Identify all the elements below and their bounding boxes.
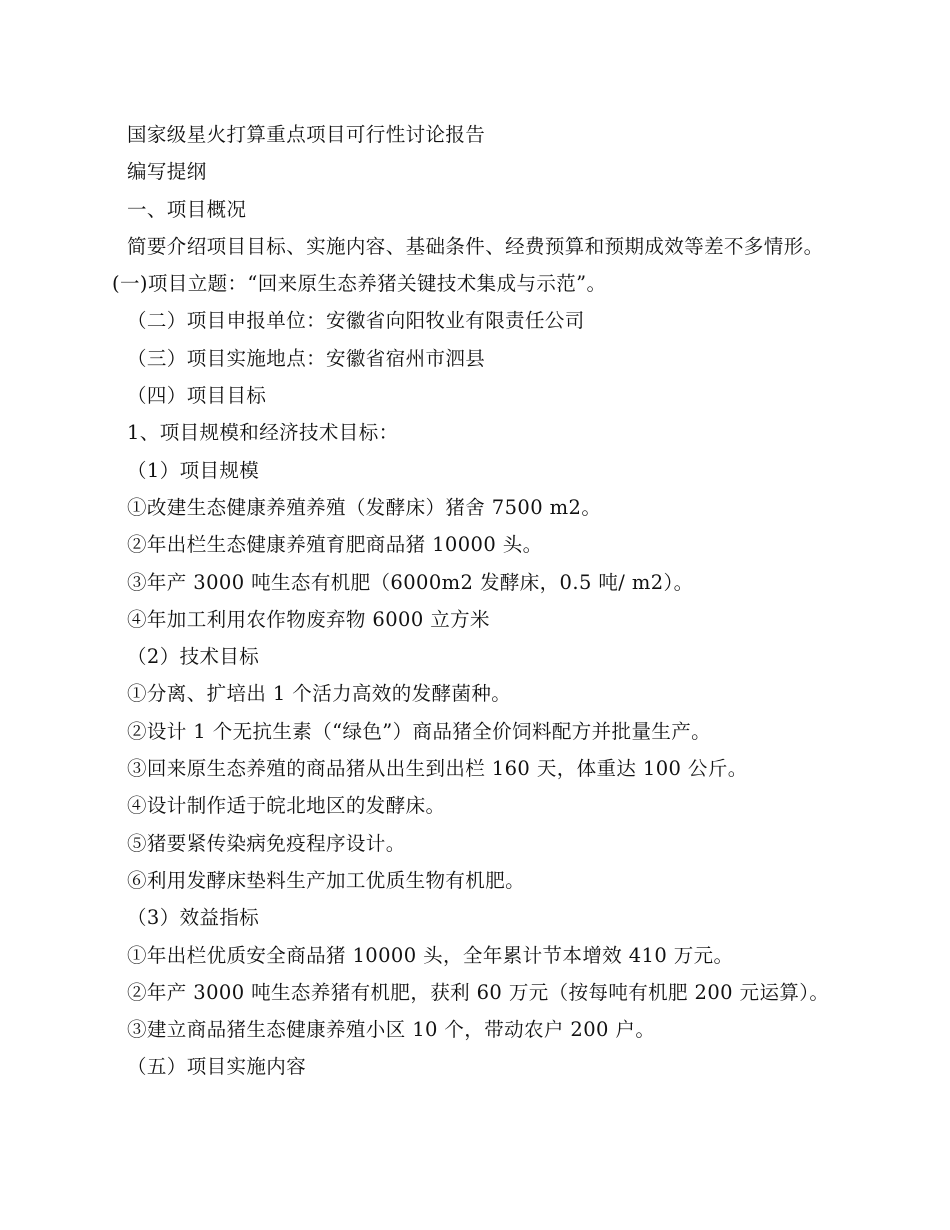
subsection-heading: （3）效益指标 — [127, 906, 260, 930]
list-item: ⑤猪要紧传染病免疫程序设计。 — [127, 831, 406, 855]
section-heading: 一、项目概况 — [127, 197, 247, 221]
list-item: ②年出栏生态健康养殖育肥商品猪 10000 头。 — [127, 533, 543, 557]
subsection-heading: （四）项目目标 — [127, 384, 267, 408]
list-item: ①改建生态健康养殖养殖（发酵床）猪舍 7500 m2。 — [127, 495, 602, 519]
subsection-heading: （1）项目规模 — [127, 458, 260, 482]
subsection-heading: （2）技术目标 — [127, 645, 260, 669]
list-item: ③建立商品猪生态健康养殖小区 10 个，带动农户 200 户。 — [127, 1018, 656, 1042]
list-item: ④年加工利用农作物废弃物 6000 立方米 — [127, 607, 490, 631]
paragraph: （三）项目实施地点：安徽省宿州市泗县 — [127, 346, 486, 370]
list-item: ③回来原生态养殖的商品猪从出生到出栏 160 天，体重达 100 公斤。 — [127, 757, 748, 781]
document-title: 国家级星火打算重点项目可行性讨论报告 — [127, 123, 486, 146]
subsection-heading: （五）项目实施内容 — [127, 1055, 307, 1079]
subsection-heading: 1、项目规模和经济技术目标： — [127, 421, 399, 445]
list-item: ①年出栏优质安全商品猪 10000 头，全年累计节本增效 410 万元。 — [127, 943, 734, 967]
list-item: ①分离、扩培出 1 个活力高效的发酵菌种。 — [127, 682, 512, 706]
list-item: ⑥利用发酵床垫料生产加工优质生物有机肥。 — [127, 868, 526, 892]
document-subtitle: 编写提纲 — [127, 160, 207, 184]
document-body — [112, 116, 832, 1086]
list-item: ②设计 1 个无抗生素（“绿色”）商品猪全价饲料配方并批量生产。 — [127, 719, 712, 743]
list-item: ③年产 3000 吨生态有机肥（6000m2 发酵床，0.5 吨/ m2）。 — [127, 570, 694, 594]
list-item: ④设计制作适于皖北地区的发酵床。 — [127, 794, 446, 818]
list-item: ②年产 3000 吨生态养猪有机肥，获利 60 万元（按每吨有机肥 200 元运算）。 — [127, 980, 830, 1004]
paragraph: 简要介绍项目目标、实施内容、基础条件、经费预算和预期成效等差不多情形。(一)项目立题：“回来原生态养猪关键技术集成与示范”。 — [112, 234, 824, 296]
paragraph: （二）项目申报单位：安徽省向阳牧业有限责任公司 — [127, 309, 585, 333]
